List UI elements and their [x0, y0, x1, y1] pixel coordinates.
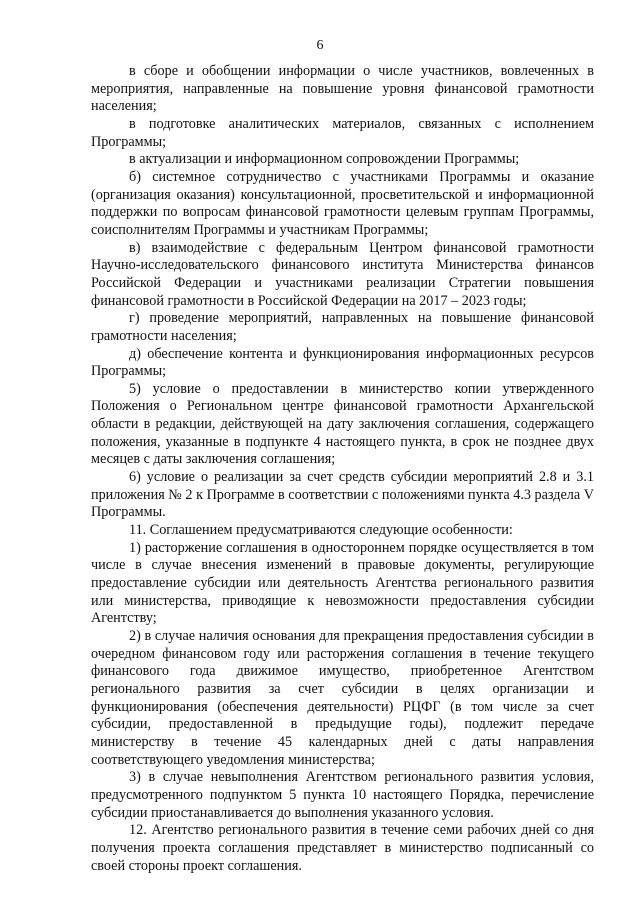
paragraph-2: в актуализации и информационном сопровождении Программы;: [129, 151, 520, 168]
paragraph-3: б) системное сотрудничество с участниками Программы и оказание (организация оказания) консультационной, просветительской и информационной поддержки по вопросам финансовой грамотности целевым группам Программы, соисполнителям Программы и участникам Программы;: [91, 168, 594, 238]
paragraph-13: 12. Агентство регионального развития в течение семи рабочих дней со дня получения проекта соглашения представляет в министерство подписанный со своей стороны проект соглашения.: [91, 822, 594, 874]
paragraph-7: 5) условие о предоставлении в министерство копии утвержденного Положения о Региональном центре финансовой грамотности Архангельской области в редакции, действующей на дату заключения соглашения, содержащего положения, указанные в подпункте 4 настоящего пункта, в срок не позднее двух месяцев с даты заключения соглашения;: [91, 380, 594, 468]
paragraph-10: 1) расторжение соглашения в одностороннем порядке осуществляется в том числе в случае внесения изменений в правовые документы, регулирующие предоставление субсидии или деятельность Агентства регионального развития или министерства, приводящие к невозможности предоставления субсидии Агентству;: [91, 539, 594, 627]
paragraph-5: г) проведение мероприятий, направленных на повышение финансовой грамотности населения;: [91, 310, 594, 344]
paragraph-8: 6) условие о реализации за счет средств субсидии мероприятий 2.8 и 3.1 приложения № 2 к Программе в соответствии с положениями пункта 4.3 раздела V Программы.: [91, 469, 594, 521]
page-number: 6: [316, 38, 324, 53]
paragraph-9: 11. Соглашением предусматриваются следующие особенности:: [129, 522, 513, 539]
paragraph-1: в подготовке аналитических материалов, связанных с исполнением Программы;: [91, 115, 594, 150]
document-body: [91, 63, 594, 875]
paragraph-11: 2) в случае наличия основания для прекращения предоставления субсидии в очередном финансовом году или расторжения соглашения в течение текущего финансового года движимое имущество, приобретенное Агентством регионального развития за счет субсидии в целях организации и функционирования (обеспечения деятельности) РЦФГ (в том числе за счет субсидии, предоставленной в предыдущие годы), подлежит передаче министерству в течение 45 календарных дней с даты направления соответствующего уведомления министерства;: [91, 628, 594, 768]
paragraph-6: д) обеспечение контента и функционирования информационных ресурсов Программы;: [91, 345, 594, 380]
paragraph-12: 3) в случае невыполнения Агентством регионального развития условия, предусмотренного подпунктом 5 пункта 10 настоящего Порядка, перечисление субсидии приостанавливается до выполнения указанного условия.: [91, 769, 594, 821]
paragraph-0: в сборе и обобщении информации о числе участников, вовлеченных в мероприятия, направленные на повышение уровня финансовой грамотности населения;: [91, 63, 594, 115]
paragraph-4: в) взаимодействие с федеральным Центром финансовой грамотности Научно-исследовательского финансового института Министерства финансов Российской Федерации и участниками реализации Стратегии повышения финансовой грамотности в Российской Федерации на 2017 – 2023 годы;: [91, 239, 594, 309]
